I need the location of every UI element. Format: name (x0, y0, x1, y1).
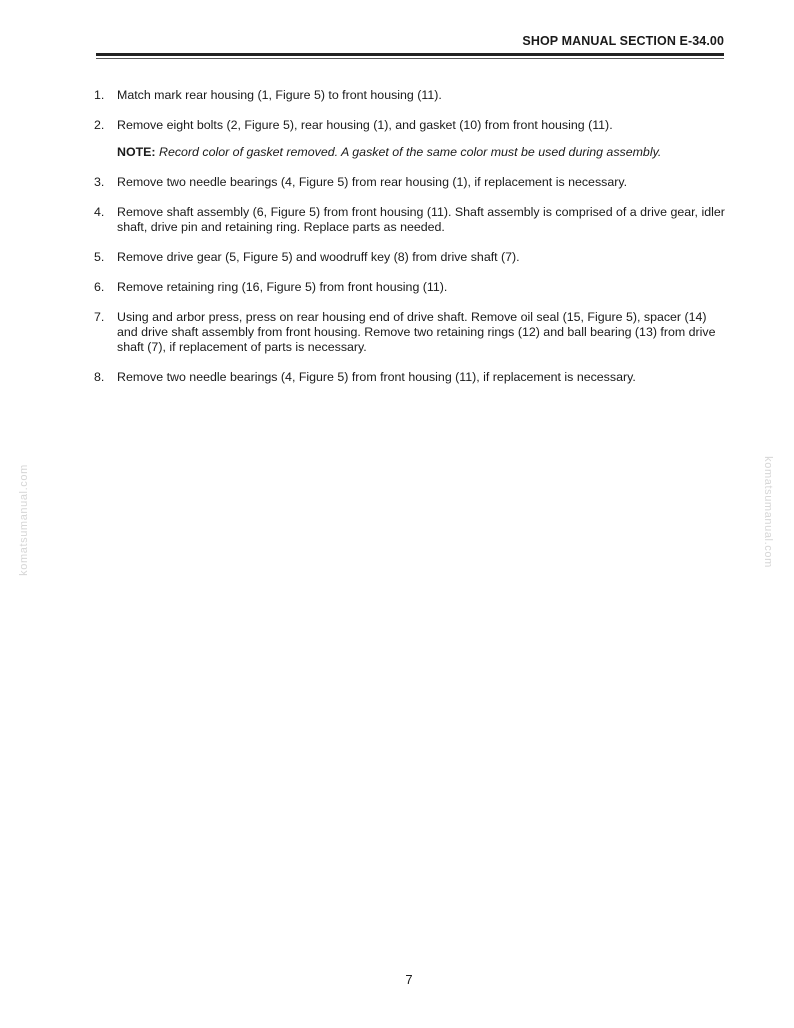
procedure-steps (94, 88, 726, 400)
step-2 (94, 118, 726, 133)
note (94, 145, 726, 160)
watermark-right: komatsumanual.com (762, 456, 774, 568)
header-rule-thick (96, 53, 724, 56)
step-7 (94, 310, 726, 355)
step-text: Using and arbor press, press on rear housing end of drive shaft. Remove oil seal (15, Figure 5), spacer (14) and drive shaft assembly from front housing. Remove two retaining rings (12) and ball bearing (13) from drive shaft (7), if replacement of parts is necessary. (117, 310, 716, 354)
note-label: NOTE: (117, 145, 156, 159)
section-header-title: SHOP MANUAL SECTION E-34.00 (522, 34, 724, 48)
step-number: 8. (94, 370, 105, 384)
step-number: 4. (94, 205, 105, 219)
note-text: Record color of gasket removed. A gasket of the same color must be used during assembly. (159, 145, 662, 159)
step-4 (94, 205, 726, 235)
step-text: Remove shaft assembly (6, Figure 5) from front housing (11). Shaft assembly is comprised of a drive gear, idler shaft, drive pin and retaining ring. Replace parts as needed. (117, 205, 725, 234)
step-text: Remove two needle bearings (4, Figure 5) from rear housing (1), if replacement is necessary. (117, 175, 628, 189)
step-number: 7. (94, 310, 105, 324)
step-number: 3. (94, 175, 105, 189)
step-number: 5. (94, 250, 105, 264)
step-1 (94, 88, 726, 103)
step-number: 6. (94, 280, 105, 294)
step-3 (94, 175, 726, 190)
step-text: Match mark rear housing (1, Figure 5) to front housing (11). (117, 88, 442, 102)
step-6 (94, 280, 726, 295)
step-number: 2. (94, 118, 105, 132)
header-rule-thin (96, 58, 724, 59)
step-text: Remove two needle bearings (4, Figure 5) from front housing (11), if replacement is necessary. (117, 370, 636, 384)
step-8 (94, 370, 726, 385)
page-number: 7 (405, 972, 413, 987)
step-5 (94, 250, 726, 265)
step-text: Remove eight bolts (2, Figure 5), rear housing (1), and gasket (10) from front housing (11). (117, 118, 613, 132)
step-text: Remove drive gear (5, Figure 5) and woodruff key (8) from drive shaft (7). (117, 250, 520, 264)
watermark-left: komatsumanual.com (18, 464, 30, 576)
step-text: Remove retaining ring (16, Figure 5) from front housing (11). (117, 280, 448, 294)
step-number: 1. (94, 88, 105, 102)
